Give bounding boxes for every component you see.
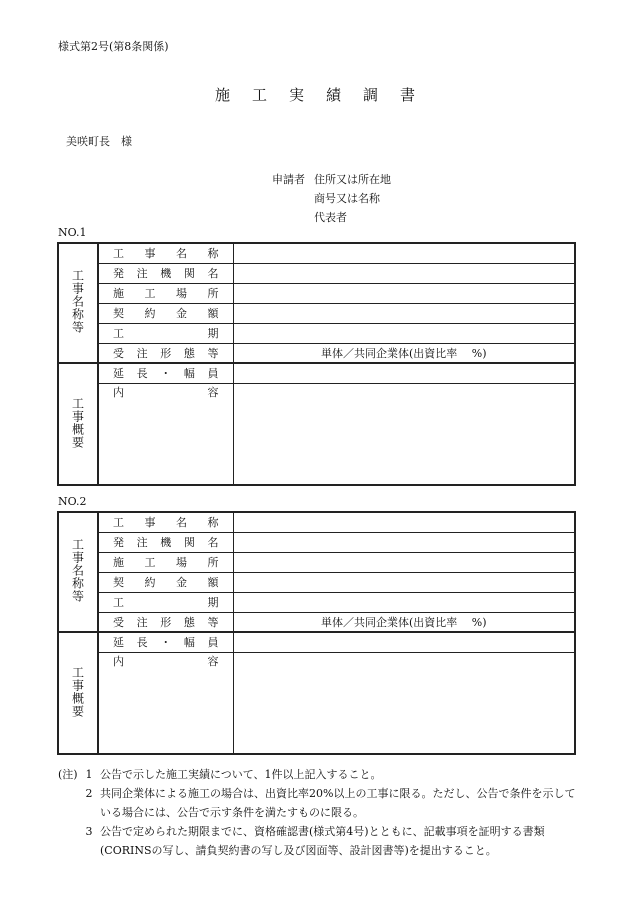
row-label: 施工場所 — [113, 556, 219, 569]
note-item — [58, 822, 578, 860]
record-table — [57, 242, 576, 486]
value-cell[interactable] — [233, 263, 575, 283]
row-label: 発注機関名 — [113, 536, 219, 549]
row-label: 延長・幅員 — [113, 636, 219, 650]
row-label: 契約金額 — [113, 307, 219, 320]
row-label: 契約金額 — [113, 576, 219, 589]
value-cell[interactable] — [233, 592, 575, 612]
note-text: 公告で示した施工実績について、1件以上記入すること。 — [100, 768, 382, 781]
form-number: 様式第2号(第8条関係) — [58, 40, 169, 53]
page-title: 施工実績調書 — [214, 86, 437, 104]
value-cell[interactable] — [233, 632, 575, 652]
value-cell[interactable] — [233, 303, 575, 323]
note-number: 1 — [85, 768, 93, 781]
row-label: 工期 — [113, 596, 219, 609]
row-label: 工事名称 — [113, 247, 219, 261]
value-cell[interactable] — [233, 383, 575, 485]
value-cell[interactable] — [233, 652, 575, 754]
note-item — [58, 765, 578, 784]
applicant-representative: 代表者 — [314, 211, 347, 224]
row-label: 受注形態等 — [113, 615, 219, 629]
value-cell[interactable] — [233, 512, 575, 532]
order-form-value: 単体／共同企業体(出資比率 %) — [233, 612, 575, 632]
applicant-address: 住所又は所在地 — [314, 173, 391, 186]
group-label: 工事概要 — [70, 665, 85, 718]
row-label: 内容 — [113, 654, 219, 668]
row-label: 受注形態等 — [113, 346, 219, 360]
applicant-company: 商号又は名称 — [314, 192, 380, 205]
row-label: 施工場所 — [113, 287, 219, 300]
value-cell[interactable] — [233, 363, 575, 383]
value-cell[interactable] — [233, 323, 575, 343]
group-label: 工事名称等 — [70, 269, 85, 334]
value-cell[interactable] — [233, 283, 575, 303]
note-text: 共同企業体による施工の場合は、出資比率20%以上の工事に限る。ただし、公告で条件を示している場合には、公告で示す条件を満たすものに限る。 — [100, 787, 576, 819]
group-label: 工事名称等 — [70, 538, 85, 603]
group-label-cell — [58, 632, 98, 754]
group-label: 工事概要 — [70, 396, 85, 449]
section-number: NO.1 — [58, 226, 87, 239]
note-number: 3 — [85, 825, 93, 838]
group-label-cell — [58, 243, 98, 363]
value-cell[interactable] — [233, 572, 575, 592]
note-text: 公告で定められた期限までに、資格確認書(様式第4号)とともに、記載事項を証明する書類(CORINSの写し、請負契約書の写し及び図面等、設計図書等)を提出すること。 — [100, 825, 545, 857]
notes-head: (注) — [58, 768, 78, 781]
row-label: 工事名称 — [113, 516, 219, 530]
value-cell[interactable] — [233, 552, 575, 572]
order-form-value: 単体／共同企業体(出資比率 %) — [233, 343, 575, 363]
applicant-block — [272, 170, 391, 227]
row-label: 工期 — [113, 327, 219, 340]
addressee: 美咲町長 様 — [66, 135, 132, 148]
row-label: 延長・幅員 — [113, 367, 219, 381]
section-number: NO.2 — [58, 495, 87, 508]
row-label: 内容 — [113, 385, 219, 399]
notes — [58, 765, 578, 860]
note-number: 2 — [85, 787, 93, 800]
value-cell[interactable] — [233, 243, 575, 263]
group-label-cell — [58, 363, 98, 485]
applicant-label: 申請者 — [272, 173, 305, 186]
record-table — [57, 511, 576, 755]
row-label: 発注機関名 — [113, 267, 219, 280]
value-cell[interactable] — [233, 532, 575, 552]
group-label-cell — [58, 512, 98, 632]
note-item — [58, 784, 578, 822]
